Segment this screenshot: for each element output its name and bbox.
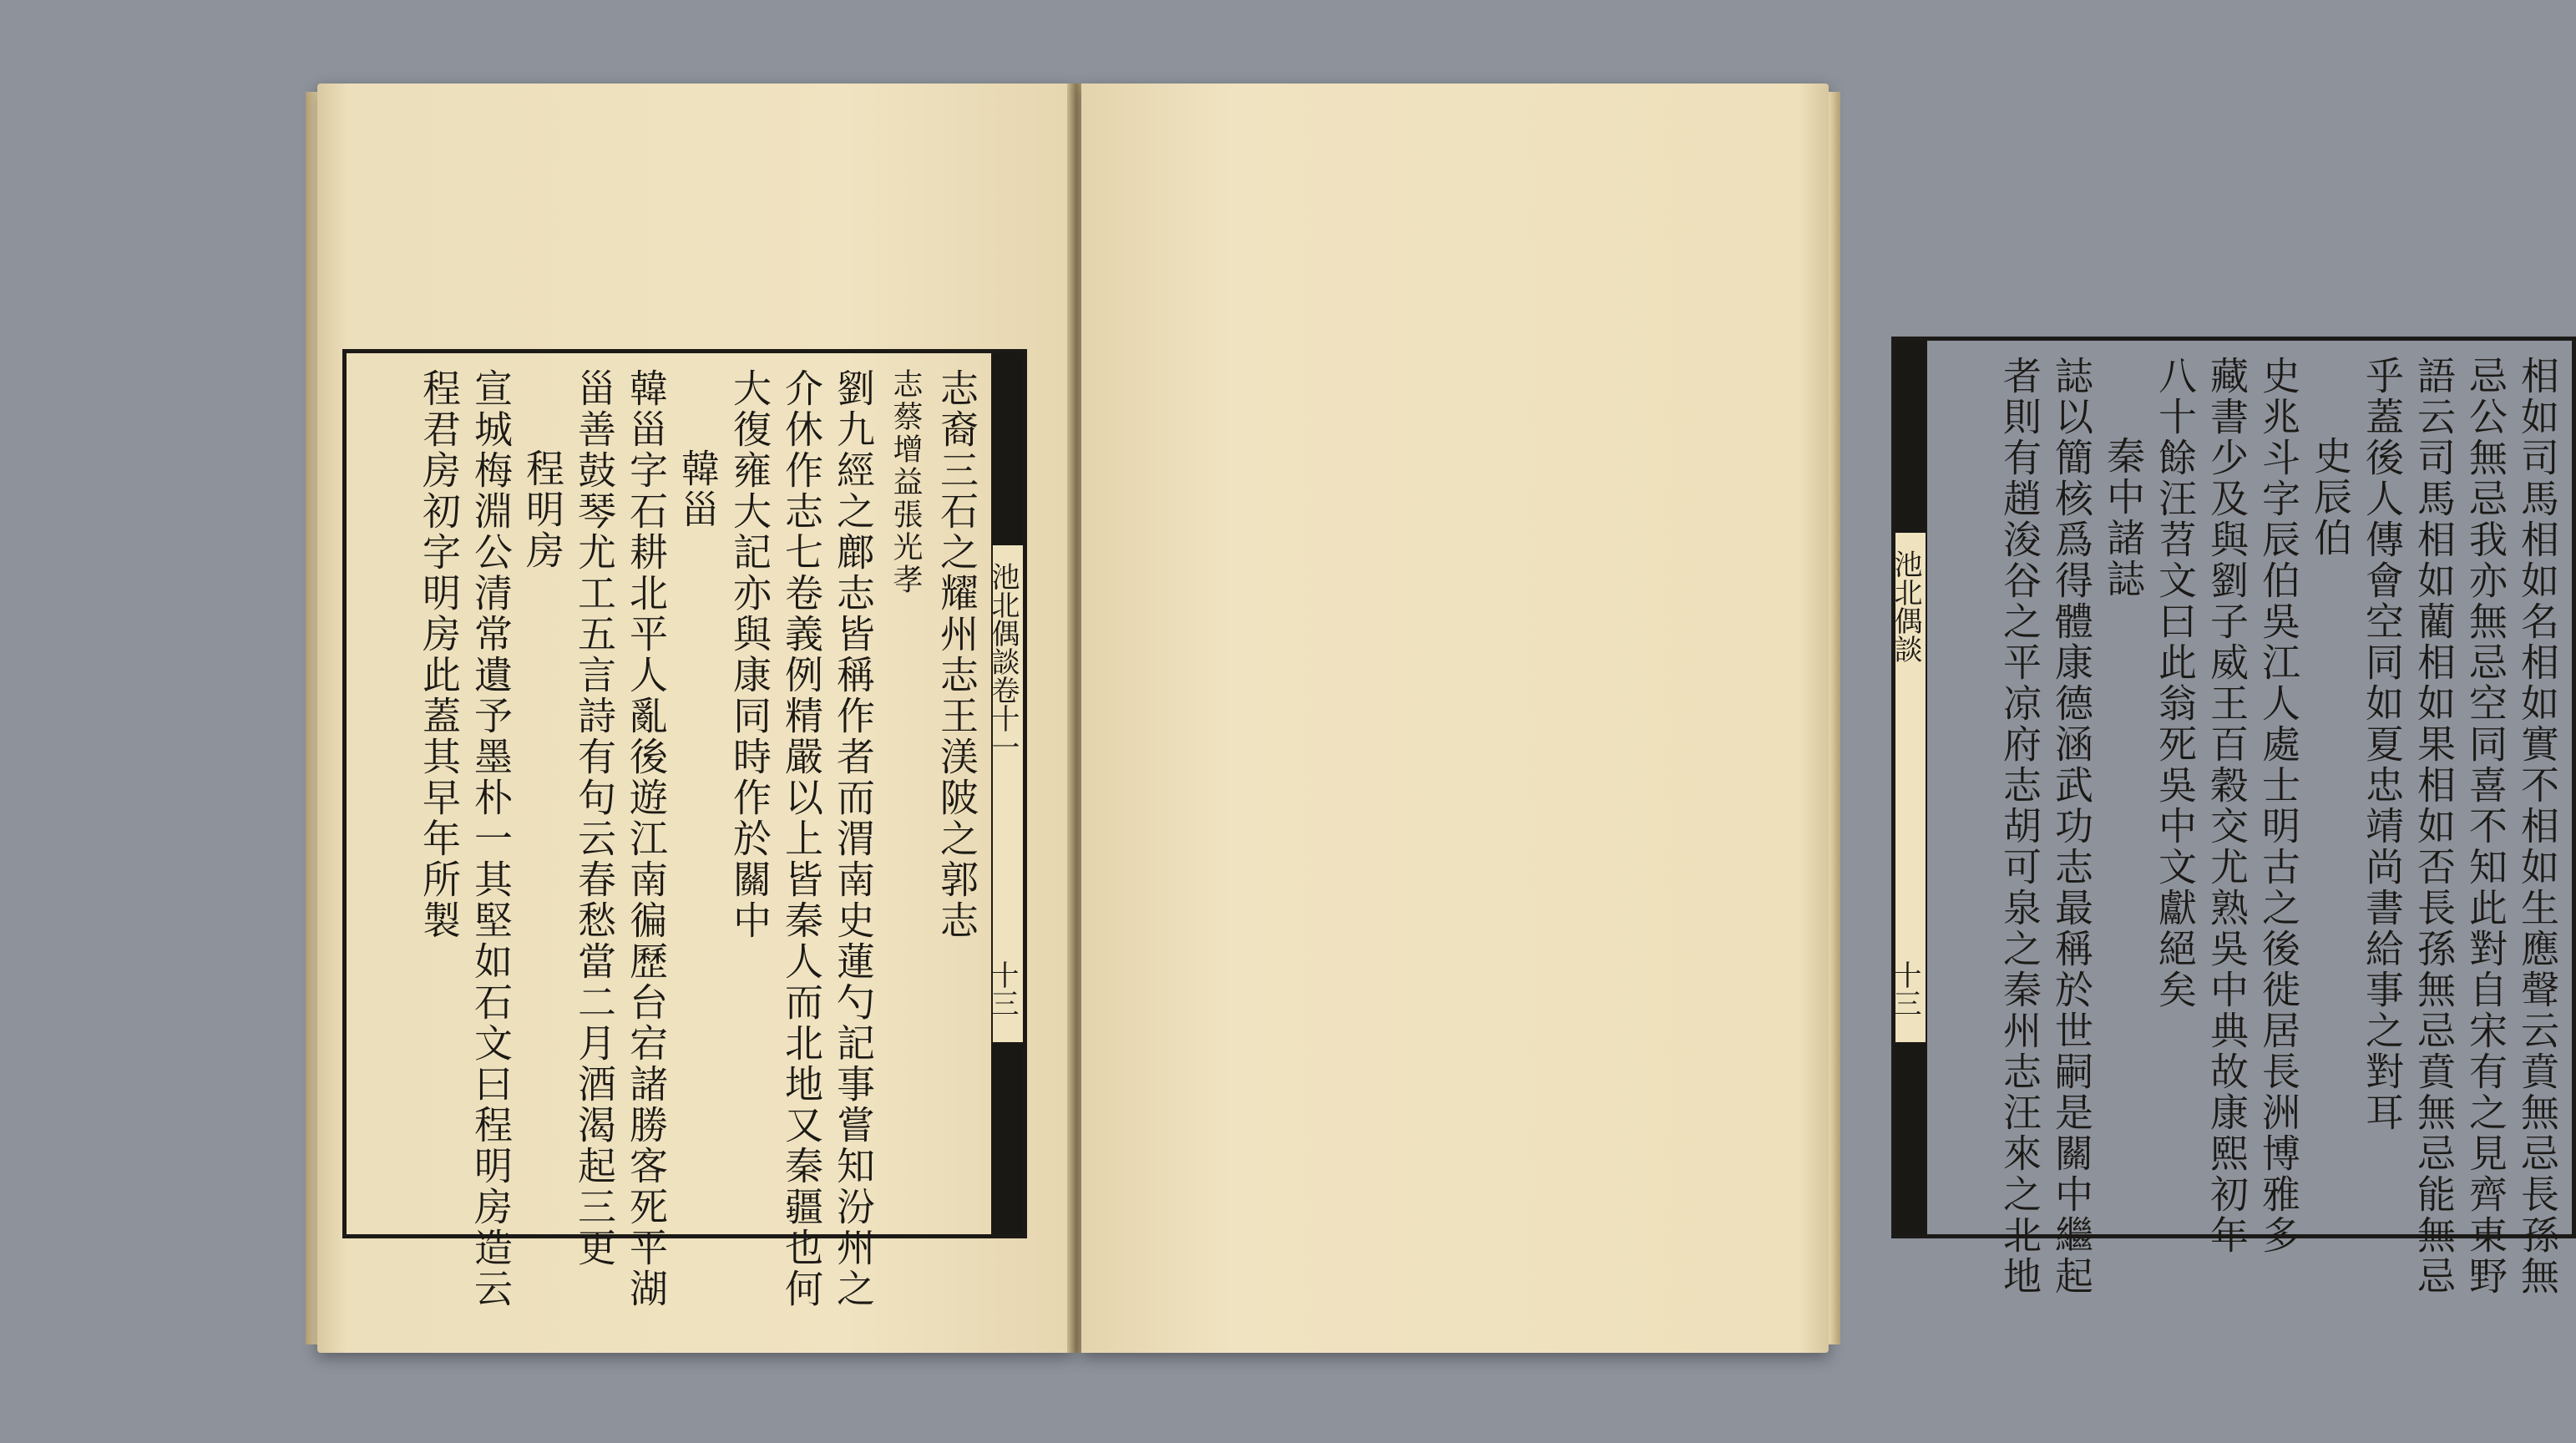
left-text-frame	[342, 349, 1027, 1309]
text-column: 誌以簡核爲得體康德涵武功志最稱於世嗣是關中繼起	[2049, 356, 2094, 1297]
text-column: 程君房初字明房此蓋其早年所製	[417, 368, 462, 941]
text-column: 大復雍大記亦與康同時作於關中	[727, 368, 772, 941]
text-column: 劉九經之鄜志皆稱作者而渭南史蓮勺記事嘗知汾州之	[831, 368, 876, 1309]
text-column: 志裔三石之耀州志王渼陂之郭志	[934, 368, 979, 941]
text-column: 者則有趙浚谷之平凉府志胡可泉之秦州志汪來之北地	[1997, 356, 2042, 1297]
section-heading: 史辰伯	[2308, 436, 2353, 559]
text-column: 介休作志七卷義例精嚴以上皆秦人而北地又秦疆也何	[779, 368, 824, 1309]
text-column: 乎蓋後人傳會空同如夏忠靖尚書給事之對耳	[2360, 356, 2405, 1133]
banxin-fishtail-bottom	[993, 1042, 1023, 1234]
text-column: 相如司馬相如名相如實不相如生應聲云賁無忌長孫無	[2515, 356, 2560, 1297]
text-column: 甾善鼓琴尤工五言詩有句云春愁當二月酒渴起三更	[572, 368, 617, 1268]
section-heading: 韓甾	[676, 448, 721, 530]
banxin-title: 池北偶談卷十一	[986, 562, 1020, 761]
page-number: 十三	[1888, 960, 1921, 1017]
left-page	[317, 84, 1073, 1353]
text-column: 八十餘汪苕文曰此翁死吳中文獻絕矣	[2153, 356, 2198, 1010]
text-column: 韓甾字石耕北平人亂後遊江南徧歷台宕諸勝客死平湖	[624, 368, 669, 1309]
text-column: 語云司馬相如藺相如果相如否長孫無忌賁無忌能無忌	[2412, 356, 2457, 1297]
right-banxin	[1888, 341, 1927, 1234]
section-heading: 程明房	[520, 448, 565, 571]
text-column: 志蔡增益張光孝	[888, 368, 923, 596]
right-text-frame	[1888, 337, 2576, 1297]
right-text-columns	[1936, 356, 2563, 1297]
page-number: 十三	[985, 960, 1019, 1017]
text-column: 藏書少及與劉子威王百穀交尤熟吳中典故康熙初年	[2204, 356, 2250, 1256]
left-text-columns	[355, 368, 983, 1309]
text-column: 史兆斗字辰伯吳江人處士明古之後徙居長洲博雅多	[2256, 356, 2301, 1256]
text-column: 忌公無忌我亦無忌空同喜不知此對自宋有之見齊東野	[2463, 356, 2508, 1297]
open-book	[317, 84, 2560, 1353]
left-page-edge	[306, 92, 317, 1344]
banxin-fishtail-top	[1895, 341, 1926, 533]
banxin-fishtail-top	[993, 353, 1023, 545]
banxin-fishtail-bottom	[1895, 1042, 1926, 1234]
section-heading: 秦中諸誌	[2101, 436, 2146, 600]
banxin-title: 池北偶談	[1889, 549, 1922, 663]
right-page-edge	[1829, 92, 1840, 1344]
right-page	[1081, 84, 2560, 1353]
left-banxin	[985, 353, 1023, 1234]
text-column: 宣城梅淵公清常遺予墨朴一其堅如石文曰程明房造云	[468, 368, 514, 1309]
